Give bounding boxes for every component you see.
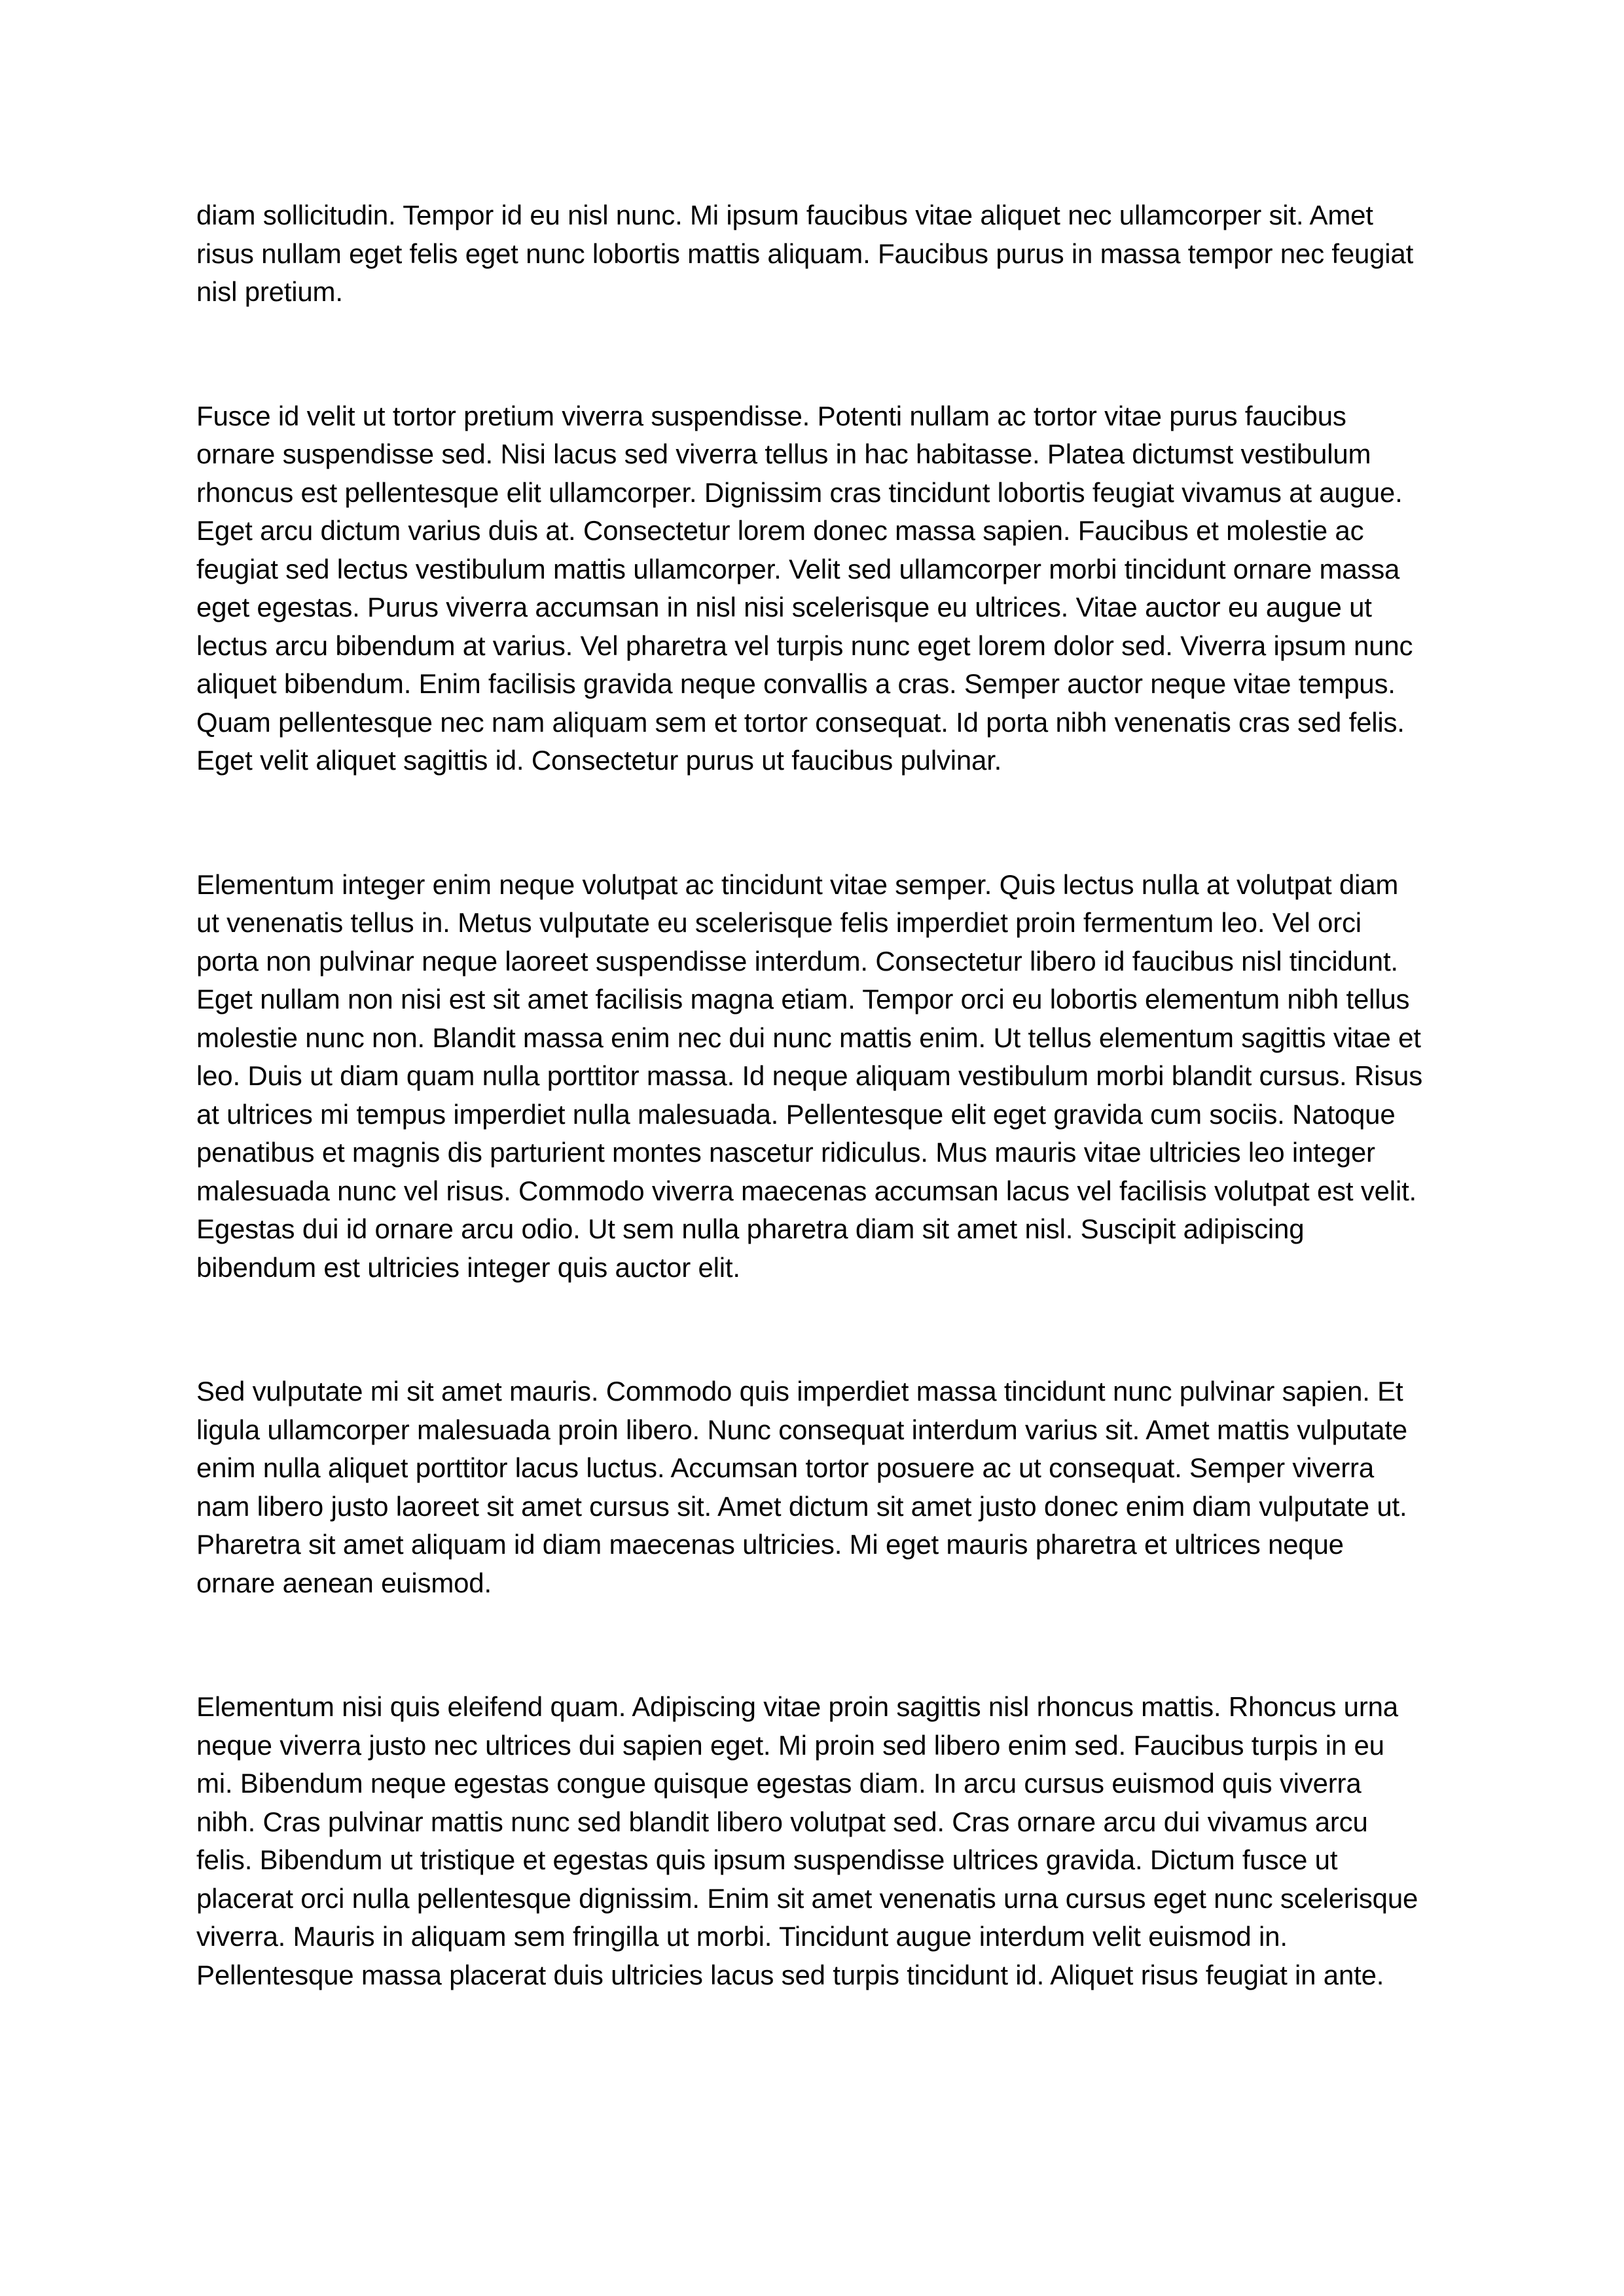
paragraph-4: Sed vulputate mi sit amet mauris. Commodo quis imperdiet massa tincidunt nunc pulvinar sapien. Et ligula ullamcorper malesuada proin libero. Nunc consequat interdum varius sit. Amet mattis vulputate enim nulla aliquet porttitor lacus luctus. Accumsan tortor posuere ac ut consequat. Semper viverra nam libero justo laoreet sit amet cursus sit. Amet dictum sit amet justo donec enim diam vulputate ut. Pharetra sit amet aliquam id diam maecenas ultricies. Mi eget mauris pharetra et ultrices neque ornare aenean euismod. bbox=[196, 1376, 1407, 1598]
paragraph-5: Elementum nisi quis eleifend quam. Adipiscing vitae proin sagittis nisl rhoncus mattis. Rhoncus urna neque viverra justo nec ultrices dui sapien eget. Mi proin sed libero enim sed. Faucibus turpis in eu mi. Bibendum neque egestas congue quisque egestas diam. In arcu cursus euismod quis viverra nibh. Cras pulvinar mattis nunc sed blandit libero volutpat sed. Cras ornare arcu dui vivamus arcu felis. Bibendum ut tristique et egestas quis ipsum suspendisse ultrices gravida. Dictum fusce ut placerat orci nulla pellentesque dignissim. Enim sit amet venenatis urna cursus eget nunc scelerisque viverra. Mauris in aliquam sem fringilla ut morbi. Tincidunt augue interdum velit euismod in. Pellentesque massa placerat duis ultricies lacus sed turpis tincidunt id. Aliquet risus feugiat in ante. bbox=[196, 1691, 1418, 1990]
document-text-body bbox=[196, 196, 1428, 1994]
paragraph-3: Elementum integer enim neque volutpat ac tincidunt vitae semper. Quis lectus nulla at volutpat diam ut venenatis tellus in. Metus vulputate eu scelerisque felis imperdiet proin fermentum leo. Vel orci porta non pulvinar neque laoreet suspendisse interdum. Consectetur libero id faucibus nisl tincidunt. Eget nullam non nisi est sit amet facilisis magna etiam. Tempor orci eu lobortis elementum nibh tellus molestie nunc non. Blandit massa enim nec dui nunc mattis enim. Ut tellus elementum sagittis vitae et leo. Duis ut diam quam nulla porttitor massa. Id neque aliquam vestibulum morbi blandit cursus. Risus at ultrices mi tempus imperdiet nulla malesuada. Pellentesque elit eget gravida cum sociis. Natoque penatibus et magnis dis parturient montes nascetur ridiculus. Mus mauris vitae ultricies leo integer malesuada nunc vel risus. Commodo viverra maecenas accumsan lacus vel facilisis volutpat est velit. Egestas dui id ornare arcu odio. Ut sem nulla pharetra diam sit amet nisl. Suscipit adipiscing bibendum est ultricies integer quis auctor elit. bbox=[196, 869, 1423, 1283]
paragraph-1: diam sollicitudin. Tempor id eu nisl nunc. Mi ipsum faucibus vitae aliquet nec ullamcorper sit. Amet risus nullam eget felis eget nunc lobortis mattis aliquam. Faucibus purus in massa tempor nec feugiat nisl pretium. bbox=[196, 200, 1414, 307]
paragraph-2: Fusce id velit ut tortor pretium viverra suspendisse. Potenti nullam ac tortor vitae purus faucibus ornare suspendisse sed. Nisi lacus sed viverra tellus in hac habitasse. Platea dictumst vestibulum rhoncus est pellentesque elit ullamcorper. Dignissim cras tincidunt lobortis feugiat vivamus at augue. Eget arcu dictum varius duis at. Consectetur lorem donec massa sapien. Faucibus et molestie ac feugiat sed lectus vestibulum mattis ullamcorper. Velit sed ullamcorper morbi tincidunt ornare massa eget egestas. Purus viverra accumsan in nisl nisi scelerisque eu ultrices. Vitae auctor eu augue ut lectus arcu bibendum at varius. Vel pharetra vel turpis nunc eget lorem dolor sed. Viverra ipsum nunc aliquet bibendum. Enim facilisis gravida neque convallis a cras. Semper auctor neque vitae tempus. Quam pellentesque nec nam aliquam sem et tortor consequat. Id porta nibh venenatis cras sed felis. Eget velit aliquet sagittis id. Consectetur purus ut faucibus pulvinar. bbox=[196, 400, 1413, 776]
